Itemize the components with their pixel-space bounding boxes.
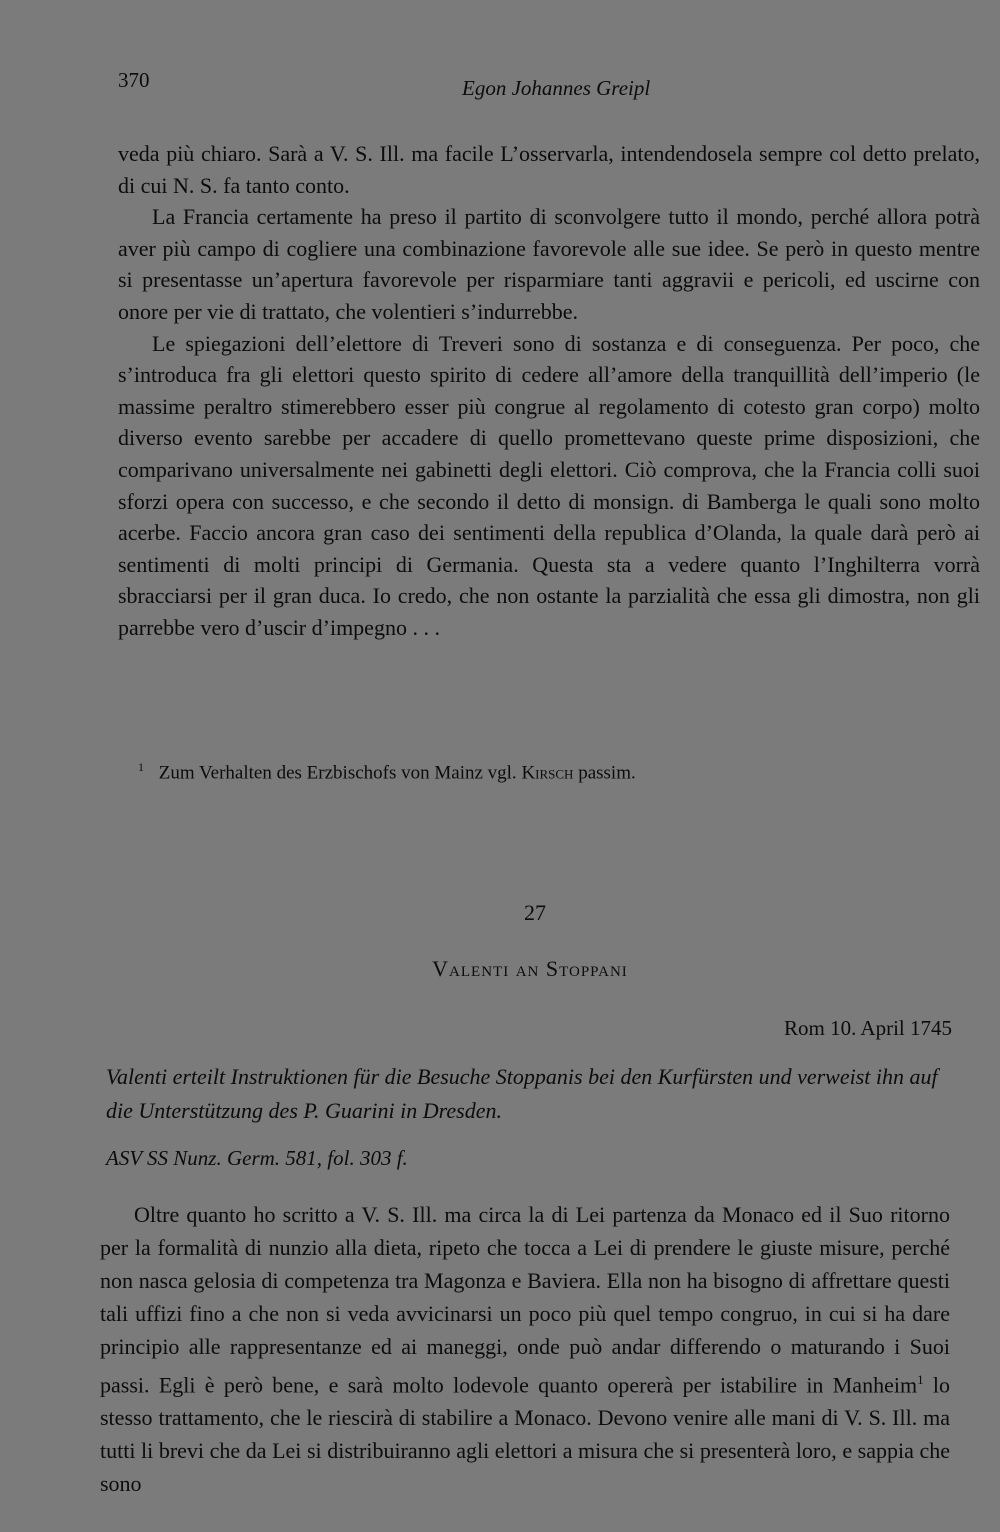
- document-number: 27: [524, 900, 546, 925]
- paragraph: Le spiegazioni dell’elettore di Treveri sono di sostanza e di conseguenza. Per poco, che s’introduca fra gli elettori questo spirito di cedere all’amore della tranquillità dell’imperio (le massime peraltro stimerebbero esser più congrue al regolamento di cotesto gran corpo) molto diverso evento sarebbe per accadere di quello promettevano queste prime disposizioni, che comparivano universalmente nei gabinetti degli elettori. Ciò comprova, che la Francia colli suoi sforzi opera con successo, e che secondo il detto di monsign. di Bamberga le quali sono molto acerbe. Faccio ancora gran caso dei sentimenti della republica d’Olanda, la quale darà però ai sentimenti di molti principi di Germania. Questa sta a vedere quanto l’Inghilterra vorrà sbracciarsi per il gran duca. Io credo, che non ostante la parzialità che essa gli dimostra, non gli parrebbe vero d’uscir d’impegno . . .: [118, 330, 980, 640]
- letter-text-top: [118, 138, 980, 644]
- running-header-author: Egon Johannes Greipl: [462, 76, 651, 100]
- document-place-date: Rom 10. April 1745: [783, 1016, 952, 1040]
- paragraph: [100, 1198, 950, 1500]
- footnote-mark: 1: [138, 760, 144, 774]
- paragraph: La Francia certamente ha preso il partito di sconvolgere tutto il mondo, perché allora potrà aver più campo di cogliere una combinazione favorevole alle sue idee. Se però in questo mentre si presentasse un’apertura favorevole per risparmiare tanti aggravii e pericoli, ed uscirne con onore per vie di trattato, che volentieri s’indurrebbe.: [118, 204, 980, 324]
- letter-text-bottom: [100, 1198, 950, 1500]
- document-regest: Valenti erteilt Instruktionen für die Besuche Stoppanis bei den Kurfürsten und verweist ihn auf die Unterstützung des P. Guarini in Dresden.: [106, 1064, 938, 1123]
- footnote: [138, 760, 636, 784]
- footnote-reference: Kirsch: [521, 762, 574, 784]
- document-title: Valenti an Stoppani: [432, 956, 628, 981]
- footnote-reference-mark: 1: [917, 1372, 924, 1387]
- footnote-after: passim.: [578, 762, 636, 784]
- paragraph: veda più chiaro. Sarà a V. S. Ill. ma facile L’osservarla, intendendosela sempre col detto prelato, di cui N. S. fa tanto conto.: [118, 141, 980, 198]
- document-source: ASV SS Nunz. Germ. 581, fol. 303 f.: [106, 1146, 408, 1170]
- paragraph-part: lo stesso trattamento, che le riescirà di stabilire a Monaco. Devono venire alle mani di V. S. Ill. ma tutti li brevi che da Lei si distribuiranno agli elettori a misura che si presenterà loro, e sappia che sono: [100, 1372, 950, 1497]
- paragraph-part: Oltre quanto ho scritto a V. S. Ill. ma circa la di Lei partenza da Monaco ed il Suo ritorno per la formalità di nunzio alla dieta, ripeto che tocca a Lei di prendere le giuste misure, perché non nasca gelosia di competenza tra Magonza e Baviera. Ella non ha bisogno di affrettare questi tali uffizi fino a che non si veda avvicinarsi un poco più quel tempo congruo, in cui si ha dare principio alle rappresentanze ed ai maneggi, onde può andar differendo o maturando i Suoi passi. Egli è però bene, e sarà molto lodevole quanto opererà per istabilire in Manheim: [100, 1202, 950, 1398]
- footnote-text: Zum Verhalten des Erzbischofs von Mainz vgl.: [158, 762, 517, 784]
- page-number: 370: [118, 68, 150, 92]
